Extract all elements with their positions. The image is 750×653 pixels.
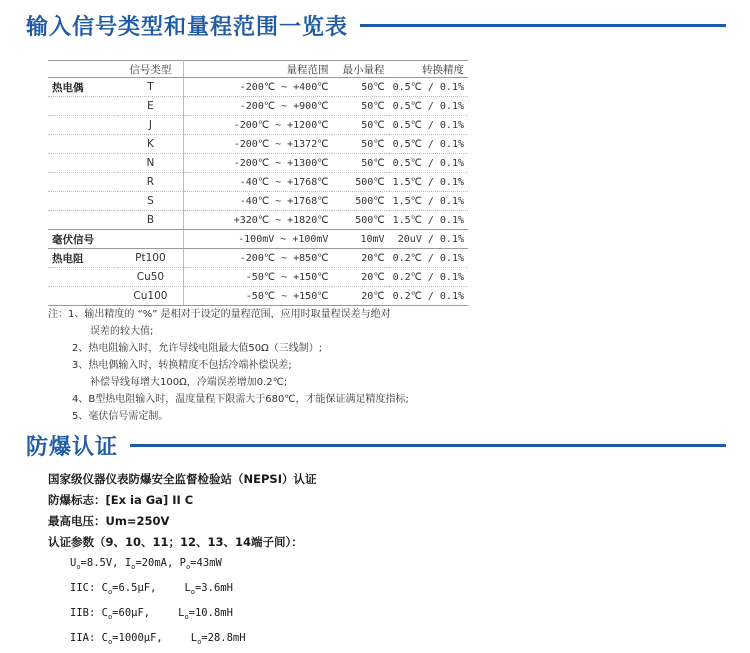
accuracy-cell: 0.2℃ / 0.1%	[389, 287, 468, 306]
group-cell	[48, 116, 118, 135]
range-cell: -40℃ ~ +1768℃	[184, 173, 333, 192]
group-cell	[48, 192, 118, 211]
accuracy-cell: 0.2℃ / 0.1%	[389, 268, 468, 287]
cert-gas-group-line: IIA: $C_o=1000\mu F$, $L_o=28.8mH$	[70, 632, 246, 647]
type-cell: R	[118, 173, 184, 192]
group-cell	[48, 173, 118, 192]
type-cell	[118, 230, 184, 249]
accuracy-cell: 0.5℃ / 0.1%	[389, 154, 468, 173]
type-cell: K	[118, 135, 184, 154]
cert-params-output: $U_o=8.5V$, $I_o=20mA$, $P_o=43mW$	[70, 557, 222, 572]
accuracy-cell: 0.5℃ / 0.1%	[389, 135, 468, 154]
cert-params-title: 认证参数（9、10、11；12、13、14端子间）：	[48, 535, 303, 549]
header-min-range: 最小量程	[332, 61, 388, 78]
range-cell: -200℃ ~ +1372℃	[184, 135, 333, 154]
type-cell: Cu100	[118, 287, 184, 306]
accuracy-cell: 0.5℃ / 0.1%	[389, 116, 468, 135]
section-rule	[130, 444, 726, 447]
accuracy-cell: 1.5℃ / 0.1%	[389, 173, 468, 192]
range-cell: -200℃ ~ +1300℃	[184, 154, 333, 173]
group-cell	[48, 211, 118, 230]
min-range-cell: 10mV	[332, 230, 388, 249]
type-cell: N	[118, 154, 184, 173]
note-2: 2、热电阻输入时，允许导线电阻最大值50Ω（三线制）;	[72, 343, 323, 354]
note-5: 5、毫伏信号需定制。	[72, 411, 169, 422]
section-title: 防爆认证	[26, 435, 119, 460]
range-cell: -200℃ ~ +850℃	[184, 249, 333, 268]
table-row	[48, 287, 468, 306]
accuracy-cell: 0.5℃ / 0.1%	[389, 78, 468, 97]
range-cell: +320℃ ~ +1820℃	[184, 211, 333, 230]
group-cell	[48, 135, 118, 154]
type-cell: Cu50	[118, 268, 184, 287]
accuracy-cell: 1.5℃ / 0.1%	[389, 192, 468, 211]
range-cell: -50℃ ~ +150℃	[184, 287, 333, 306]
table-row	[48, 78, 468, 97]
min-range-cell: 500℃	[332, 211, 388, 230]
group-cell	[48, 154, 118, 173]
range-cell: -50℃ ~ +150℃	[184, 268, 333, 287]
type-cell: E	[118, 97, 184, 116]
table-row	[48, 249, 468, 268]
type-cell: S	[118, 192, 184, 211]
group-cell: 热电偶	[48, 78, 118, 97]
table-row	[48, 97, 468, 116]
min-range-cell: 50℃	[332, 154, 388, 173]
table-row	[48, 116, 468, 135]
section-header-explosion-proof	[26, 430, 726, 461]
header-signal-type: 信号类型	[118, 61, 184, 78]
range-cell: -200℃ ~ +900℃	[184, 97, 333, 116]
cert-mark: 防爆标志：[Ex ia Ga] II C	[48, 493, 194, 507]
range-cell: -200℃ ~ +400℃	[184, 78, 333, 97]
section-rule	[360, 24, 726, 27]
accuracy-cell: 1.5℃ / 0.1%	[389, 211, 468, 230]
notes-block	[48, 306, 409, 425]
note-3-cont: 补偿导线每增大100Ω，冷端误差增加0.2℃;	[90, 377, 288, 388]
group-cell: 毫伏信号	[48, 230, 118, 249]
table-row	[48, 268, 468, 287]
table-row	[48, 173, 468, 192]
header-range: 量程范围	[184, 61, 333, 78]
range-cell: -200℃ ~ +1200℃	[184, 116, 333, 135]
min-range-cell: 20℃	[332, 249, 388, 268]
signal-range-table	[48, 60, 468, 306]
range-cell: -100mV ~ +100mV	[184, 230, 333, 249]
min-range-cell: 50℃	[332, 78, 388, 97]
note-1-cont: 误差的较大值;	[90, 326, 154, 337]
min-range-cell: 50℃	[332, 116, 388, 135]
group-cell	[48, 97, 118, 116]
header-accuracy: 转换精度	[389, 61, 468, 78]
type-cell: T	[118, 78, 184, 97]
group-cell: 热电阻	[48, 249, 118, 268]
note-3: 3、热电偶输入时，转换精度不包括冷端补偿误差;	[72, 360, 292, 371]
type-cell: B	[118, 211, 184, 230]
note-1: 注：1、输出精度的 “%” 是相对于设定的量程范围，应用时取量程误差与绝对	[48, 309, 391, 320]
cert-voltage: 最高电压：Um=250V	[48, 514, 170, 528]
table-row	[48, 135, 468, 154]
table-row	[48, 211, 468, 230]
min-range-cell: 20℃	[332, 268, 388, 287]
table-header-row	[48, 61, 468, 78]
accuracy-cell: 0.5℃ / 0.1%	[389, 97, 468, 116]
min-range-cell: 500℃	[332, 173, 388, 192]
type-cell: Pt100	[118, 249, 184, 268]
group-cell	[48, 287, 118, 306]
accuracy-cell: 20uV / 0.1%	[389, 230, 468, 249]
section-header-input-signals	[26, 10, 726, 41]
cert-gas-group-line: IIB: $C_o=60\mu F$, $L_o=10.8mH$	[70, 607, 233, 622]
min-range-cell: 50℃	[332, 135, 388, 154]
min-range-cell: 20℃	[332, 287, 388, 306]
min-range-cell: 50℃	[332, 97, 388, 116]
range-cell: -40℃ ~ +1768℃	[184, 192, 333, 211]
min-range-cell: 500℃	[332, 192, 388, 211]
header-group	[48, 61, 118, 78]
group-cell	[48, 268, 118, 287]
table-row	[48, 192, 468, 211]
note-4: 4、B型热电阻输入时，温度量程下限需大于680℃，才能保证满足精度指标;	[72, 394, 409, 405]
type-cell: J	[118, 116, 184, 135]
accuracy-cell: 0.2℃ / 0.1%	[389, 249, 468, 268]
table-row	[48, 154, 468, 173]
section-title: 输入信号类型和量程范围一览表	[26, 15, 349, 40]
table-row	[48, 230, 468, 249]
cert-gas-group-line: IIC: $C_o=6.5\mu F$, $L_o=3.6mH$	[70, 582, 233, 597]
certification-block	[48, 469, 316, 653]
cert-agency: 国家级仪器仪表防爆安全监督检验站（NEPSI）认证	[48, 472, 317, 486]
